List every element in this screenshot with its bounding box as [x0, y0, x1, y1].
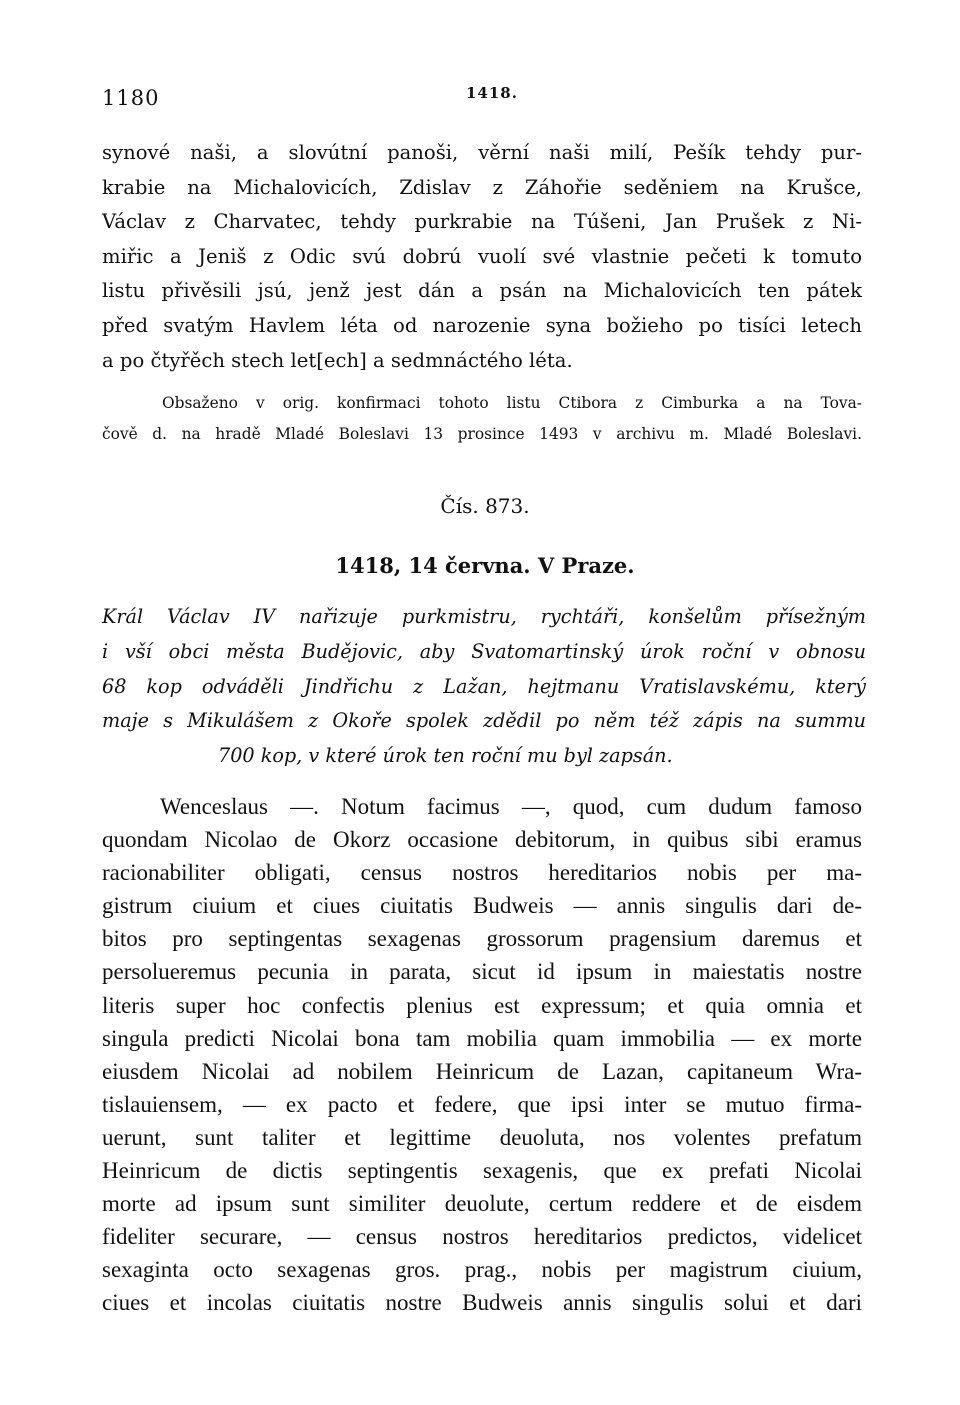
regest-line: maje s Mikulášem z Okoře spolek zdědil po něm též zápis na summu	[102, 709, 866, 733]
latin-text-line: Heinricum de dictis septingentis sexagenis, que ex prefati Nicolai	[102, 1158, 862, 1184]
latin-text-line: uerunt, sunt taliter et legittime deuoluta, nos volentes prefatum	[102, 1124, 862, 1150]
running-head-year: 1418.	[466, 84, 518, 102]
latin-text-line: sexaginta octo sexagenas gros. prag., nobis per magistrum ciuium,	[102, 1257, 862, 1283]
latin-text-line: racionabiliter obligati, census nostros hereditarios nobis per ma-	[102, 860, 862, 886]
latin-text-line: singula predicti Nicolai bona tam mobilia quam immobilia — ex morte	[102, 1025, 862, 1051]
latin-text-line: ciues et incolas ciuitatis nostre Budweis annis singulis solui et dari	[102, 1290, 862, 1316]
document-number: Čís. 873.	[440, 494, 530, 518]
czech-text-line: Václav z Charvatec, tehdy purkrabie na Túšeni, Jan Prušek z Ni-	[102, 210, 862, 234]
czech-text-line: před svatým Havlem léta od narozenie syna božieho po tisíci letech	[102, 313, 862, 337]
source-note	[102, 388, 862, 450]
latin-text-line: bitos pro septingentas sexagenas grossorum pragensium daremus et	[102, 926, 862, 952]
czech-text-line: synové naši, a slovútní panoši, věrní naši milí, Pešík tehdy pur-	[102, 141, 862, 164]
regest-line: i vší obci města Budějovic, aby Svatomartinský úrok roční v obnosu	[102, 639, 866, 663]
latin-text-line: morte ad ipsum sunt similiter deuolute, certum reddere et de eisdem	[102, 1191, 862, 1217]
latin-text-line: quondam Nicolao de Okorz occasione debitorum, in quibus sibi eramus	[102, 827, 862, 853]
czech-text-line: a po čtyřěch stech let[ech] a sedmnáctého léta.	[102, 348, 573, 372]
czech-text-line: krabie na Michalovicích, Zdislav z Záhořie seděniem na Krušce,	[102, 175, 862, 199]
document-date-place: 1418, 14 června. V Praze.	[335, 553, 635, 578]
czech-text-block	[102, 136, 862, 378]
latin-text-line: Wenceslaus —. Notum facimus —, quod, cum dudum famoso	[160, 794, 862, 819]
czech-text-line: listu přivěsili jsú, jenž jest dán a psán na Michalovicích ten pátek	[102, 279, 862, 303]
regest-line: 700 kop, v které úrok ten roční mu byl zapsán.	[218, 744, 673, 768]
source-note-line: Obsaženo v orig. konfirmaci tohoto listu Ctibora z Cimburka a na Tova-	[162, 394, 862, 412]
source-note-line: čově d. na hradě Mladé Boleslavi 13 prosince 1493 v archivu m. Mladé Boleslavi.	[102, 425, 862, 443]
latin-text-line: tislauiensem, — ex pacto et federe, que ipsi inter se mutuo firma-	[102, 1091, 862, 1117]
regest-line: Král Václav IV nařizuje purkmistru, rychtáři, konšelům přísežným	[102, 605, 866, 628]
regest-summary	[102, 600, 866, 774]
latin-text-block	[102, 790, 862, 1320]
latin-text-line: gistrum ciuium et ciues ciuitatis Budweis — annis singulis dari de-	[102, 893, 862, 919]
latin-text-line: literis super hoc confectis plenius est expressum; et quia omnia et	[102, 992, 862, 1018]
latin-text-line: persolueremus pecunia in parata, sicut id ipsum in maiestatis nostre	[102, 959, 862, 985]
page-number: 1180	[102, 86, 160, 110]
regest-line: 68 kop odváděli Jindřichu z Lažan, hejtmanu Vratislavskému, který	[102, 674, 866, 698]
latin-text-line: fideliter securare, — census nostros hereditarios predictos, videlicet	[102, 1224, 862, 1250]
latin-text-line: eiusdem Nicolai ad nobilem Heinricum de Lazan, capitaneum Wra-	[102, 1058, 862, 1084]
czech-text-line: miřic a Jeniš z Odic svú dobrú vuolí své vlastnie pečeti k tomuto	[102, 244, 862, 268]
